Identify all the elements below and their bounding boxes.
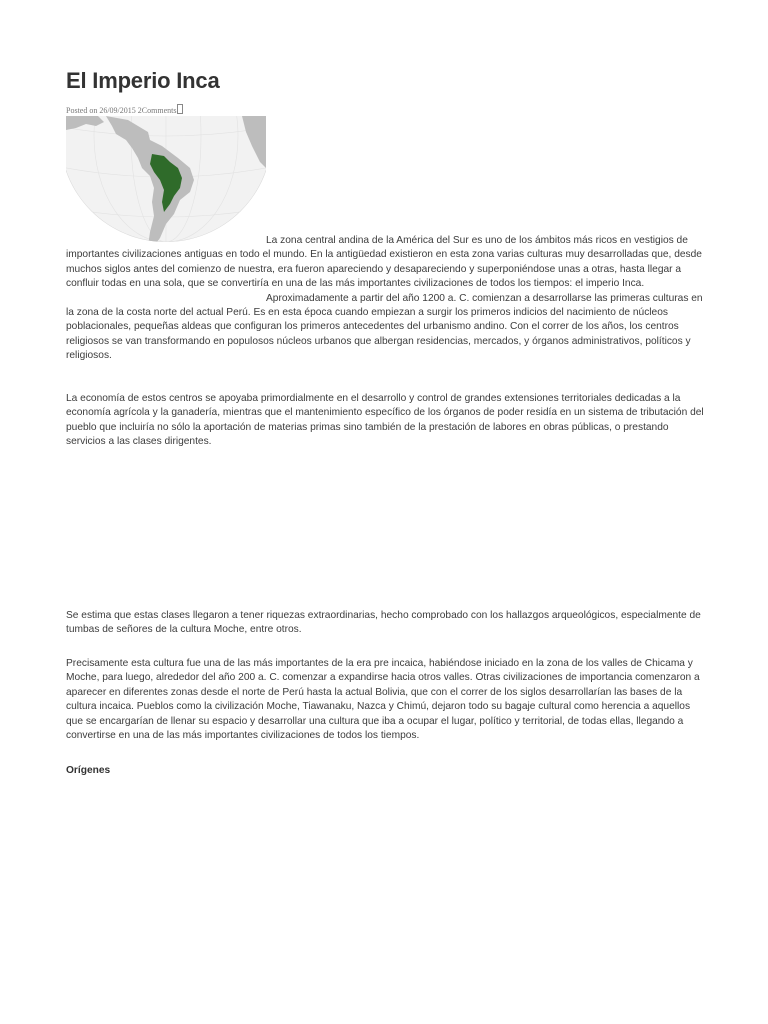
paragraph-1-intro: La zona central andina de la América del Sur es uno de los ámbitos más ricos en vestigios de importantes civilizaciones antiguas en todo el mundo. En la antigüedad existieron en esta zona varias culturas muy desarrolladas que, desde muchos siglos antes del comienzo de nuestra, era fueron apareciendo y desapareciendo y superponiéndose unas a otras, hasta llegar a confluir todas en una sola, que se convertiría en una de las más importantes civilizaciones de todos los tiempos: el imperio Inca.	[66, 235, 702, 290]
article-title: El Imperio Inca	[66, 68, 220, 93]
comments-link[interactable]: 2Comments	[137, 106, 177, 115]
posted-date: Posted on 26/09/2015	[66, 106, 136, 115]
paragraph-1	[66, 234, 708, 364]
globe-map-icon	[66, 116, 266, 246]
paragraph-4: Precisamente esta cultura fue una de las más importantes de la era pre incaica, habiéndose iniciado en la zona de los valles de Chicama y Moche, para luego, alrededor del año 200 a. C. comenzar a expandirse hacia otros valles. Otras civilizaciones de importancia comenzaron a aparecer en diferentes zonas desde el norte de Perú hasta la actual Bolivia, que con el correr de los siglos desarrollarían las bases de la cultura incaica. Pueblos como la civilización Moche, Tiawanaku, Nazca y Chimú, dejaron todo su bagaje cultural como herencia a aquellos que se encargarían de llenar su espacio y desarrollar una cultura que iba a ocupar el lugar, político y territorial, de todas ellas, llegando a convertirse en una de las más importantes civilizaciones de todos los tiempos.	[66, 658, 700, 742]
paragraph-2: La economía de estos centros se apoyaba primordialmente en el desarrollo y control de grandes extensiones territoriales dedicadas a la economía agrícola y la ganadería, mientras que el mantenimiento específico de los órganos de poder residía en un sistema de tributación del pueblo que incluiría no sólo la aportación de materias primas sino también de la prestación de labores en obras públicas, o prestando servicios a las clases dirigentes.	[66, 393, 704, 448]
paragraph-3: Se estima que estas clases llegaron a tener riquezas extraordinarias, hecho comprobado con los hallazgos arqueológicos, especialmente de tumbas de señores de la cultura Moche, entre otros.	[66, 610, 701, 636]
comment-box-icon	[177, 104, 183, 114]
paragraph-1-continuation: Aproximadamente a partir del año 1200 a. C. comienzan a desarrollarse las primeras culturas en la zona de la costa norte del actual Perú. Es en esta época cuando empiezan a surgir los primeros indicios del nacimiento de núcleos poblacionales, pequeñas aldeas que configuran los primeros antecedentes del urbanismo andino. Con el correr de los años, los centros religiosos se van transformando en populosos núcleos urbanos que albergan residencias, mercados, y órganos administrativos, políticos y religiosos.	[66, 292, 703, 362]
section-heading-origenes: Orígenes	[66, 765, 111, 776]
